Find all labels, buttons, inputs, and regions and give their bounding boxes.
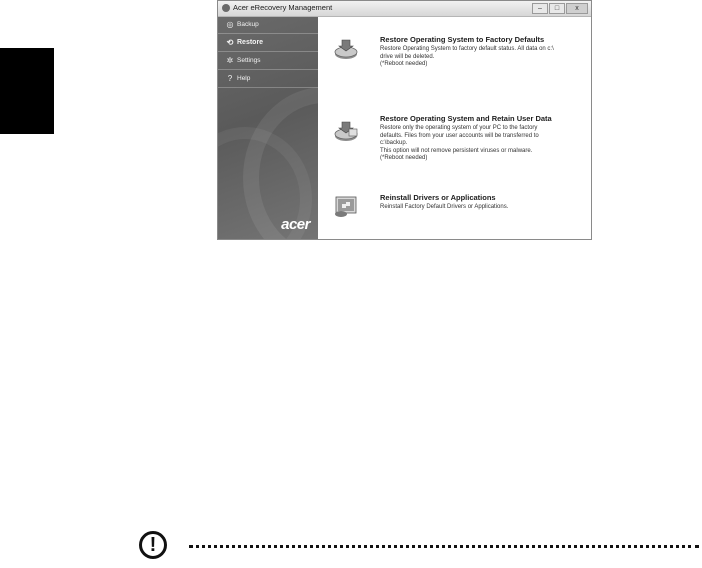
dotted-divider — [189, 545, 699, 548]
description-line: (*Reboot needed) — [380, 155, 428, 162]
restore-factory-defaults-option[interactable] — [319, 31, 591, 91]
backup-icon: ◎ — [226, 20, 234, 29]
caution-note — [137, 530, 702, 566]
main-content — [319, 17, 591, 239]
description-line: Restore Operating System to factory default status. All data on c:\ — [380, 46, 554, 52]
recovery-window — [217, 0, 592, 240]
description-line: c:\backup. — [380, 140, 408, 147]
option-description — [380, 125, 580, 163]
sidebar — [218, 17, 318, 239]
restore-retain-user-data-option[interactable] — [319, 109, 591, 169]
restore-icon: ⟲ — [226, 38, 234, 47]
help-icon: ? — [227, 74, 233, 83]
acer-logo: acer — [281, 216, 310, 233]
exclamation-icon: ! — [139, 531, 167, 559]
description-line: Restore only the operating system of your PC to the factory — [380, 125, 538, 131]
description-line: defaults. Files from your user accounts will be transferred to — [380, 132, 539, 139]
description-line: drive will be deleted. — [380, 53, 435, 60]
sidebar-item-settings[interactable] — [218, 53, 318, 70]
sidebar-item-backup[interactable] — [218, 17, 318, 34]
factory-restore-icon — [333, 37, 359, 61]
sidebar-item-label: Restore — [237, 39, 264, 46]
sidebar-item-label: Backup — [237, 21, 259, 28]
retain-data-restore-icon — [333, 119, 359, 143]
page-side-tab — [0, 48, 54, 134]
minimize-button[interactable]: – — [532, 3, 548, 14]
description-line: (*Reboot needed) — [380, 61, 428, 68]
close-button[interactable]: x — [566, 3, 588, 14]
option-title: Reinstall Drivers or Applications — [380, 193, 496, 202]
app-icon — [222, 4, 230, 12]
sidebar-item-help[interactable] — [218, 71, 318, 88]
sidebar-item-restore[interactable] — [218, 35, 318, 52]
gear-icon: ✲ — [226, 56, 234, 65]
reinstall-drivers-icon — [333, 195, 359, 219]
title-bar[interactable] — [218, 1, 591, 17]
description-line: Reinstall Factory Default Drivers or Applications. — [380, 204, 509, 210]
description-line: This option will not remove persistent viruses or malware. — [380, 147, 533, 154]
sidebar-item-label: Help — [237, 75, 251, 82]
reinstall-drivers-option[interactable] — [319, 189, 591, 231]
window-title: Acer eRecovery Management — [233, 3, 333, 12]
option-description — [380, 46, 580, 69]
option-title: Restore Operating System and Retain User Data — [380, 114, 552, 123]
maximize-button[interactable]: □ — [549, 3, 565, 14]
option-title: Restore Operating System to Factory Defaults — [380, 35, 545, 44]
sidebar-item-label: Settings — [237, 57, 261, 64]
option-description — [380, 204, 580, 212]
window-controls — [532, 3, 588, 14]
